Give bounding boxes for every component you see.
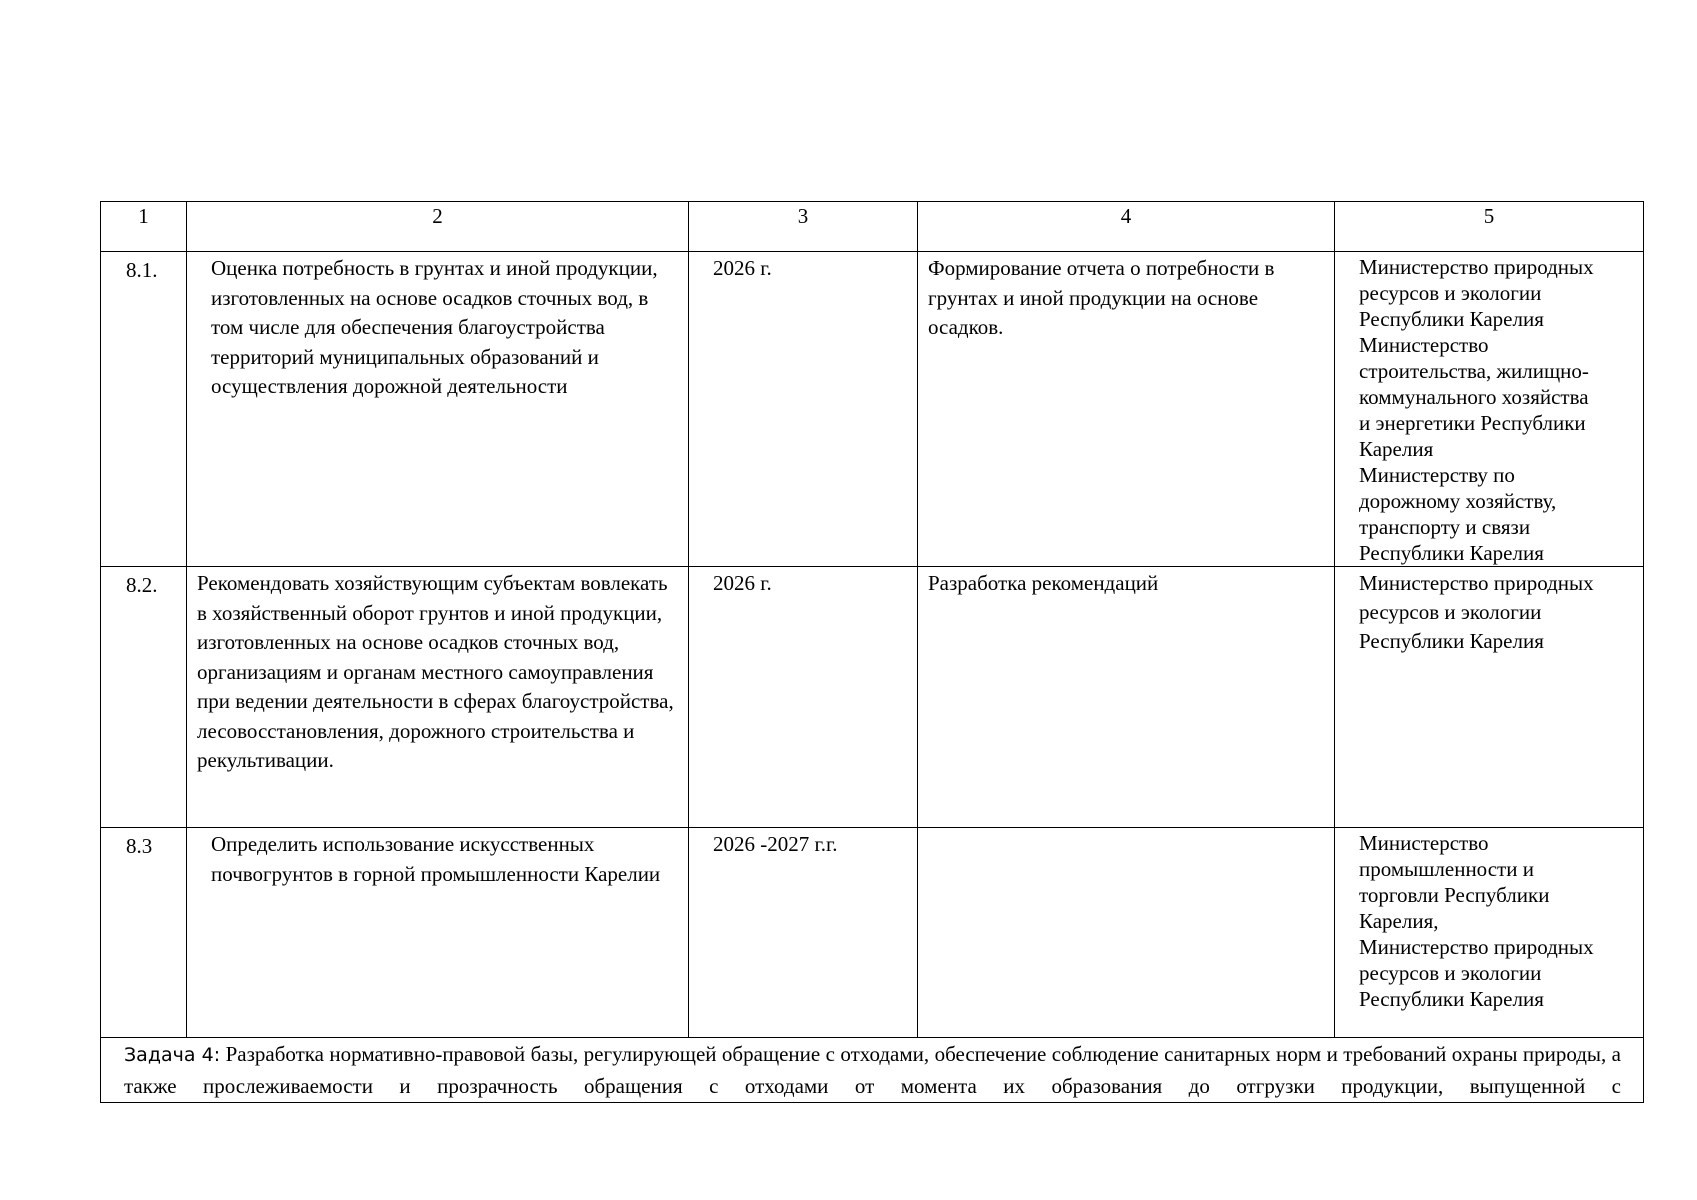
item-term: 2026 -2027 г.г.	[689, 828, 918, 1038]
task-label: Задача 4:	[124, 1044, 221, 1066]
column-number-4: 4	[918, 202, 1335, 252]
responsible-line: Министерство природных	[1359, 255, 1594, 279]
item-term: 2026 г.	[689, 252, 918, 567]
responsible-line: Республики Карелия	[1359, 987, 1544, 1011]
item-responsible	[1335, 828, 1644, 1038]
measures-table	[100, 201, 1644, 1103]
item-responsible	[1335, 252, 1644, 567]
responsible-line: дорожному хозяйству,	[1359, 489, 1557, 513]
item-result	[918, 828, 1335, 1038]
responsible-line: Министерству по	[1359, 463, 1515, 487]
item-result: Разработка рекомендаций	[918, 567, 1335, 828]
column-number-5: 5	[1335, 202, 1644, 252]
responsible-line: ресурсов и экологии	[1359, 961, 1542, 985]
item-number: 8.1.	[101, 252, 187, 567]
responsible-line: торговли Республики	[1359, 883, 1550, 907]
column-number-2: 2	[187, 202, 689, 252]
item-responsible	[1335, 567, 1644, 828]
task-text: Разработка нормативно-правовой базы, регулирующей обращение с отходами, обеспечение соблюдение санитарных норм и требований охраны природы, а также прослеживаемости и прозрачность обращения с отходами от момента их образования до отгрузки продукции, выпущенной с	[124, 1042, 1621, 1098]
item-term: 2026 г.	[689, 567, 918, 828]
responsible-line: коммунального хозяйства	[1359, 385, 1589, 409]
responsible-line: ресурсов и экологии	[1359, 281, 1542, 305]
item-result: Формирование отчета о потребности в грунтах и иной продукции на основе осадков.	[918, 252, 1335, 567]
responsible-line: транспорту и связи	[1359, 515, 1531, 539]
responsible-line: Республики Карелия	[1359, 541, 1544, 565]
responsible-line: ресурсов и экологии	[1359, 600, 1542, 624]
responsible-line: Министерство	[1359, 333, 1489, 357]
responsible-line: Республики Карелия	[1359, 307, 1544, 331]
task-cell	[101, 1038, 1644, 1103]
column-number-row	[101, 202, 1644, 252]
item-number: 8.3	[101, 828, 187, 1038]
responsible-line: Карелия,	[1359, 909, 1439, 933]
column-number-1: 1	[101, 202, 187, 252]
item-description: Оценка потребность в грунтах и иной продукции, изготовленных на основе осадков сточных вод, в том числе для обеспечения благоустройства территорий муниципальных образований и осуществления дорожной деятельности	[187, 252, 689, 567]
table-row	[101, 828, 1644, 1038]
responsible-line: и энергетики Республики	[1359, 411, 1586, 435]
responsible-line: Республики Карелия	[1359, 629, 1544, 653]
responsible-line: Министерство	[1359, 831, 1489, 855]
column-number-3: 3	[689, 202, 918, 252]
responsible-line: Министерство природных	[1359, 571, 1594, 595]
item-number: 8.2.	[101, 567, 187, 828]
table-row	[101, 567, 1644, 828]
responsible-line: строительства, жилищно-	[1359, 359, 1589, 383]
responsible-line: Карелия	[1359, 437, 1434, 461]
item-description: Определить использование искусственных почвогрунтов в горной промышленности Карелии	[187, 828, 689, 1038]
item-description: Рекомендовать хозяйствующим субъектам вовлекать в хозяйственный оборот грунтов и иной продукции, изготовленных на основе осадков сточных вод, организациям и органам местного самоуправления при ведении деятельности в сферах благоустройства, лесовосстановления, дорожного строительства и рекультивации.	[187, 567, 689, 828]
task-row	[101, 1038, 1644, 1103]
responsible-line: промышленности и	[1359, 857, 1534, 881]
responsible-line: Министерство природных	[1359, 935, 1594, 959]
table-row	[101, 252, 1644, 567]
